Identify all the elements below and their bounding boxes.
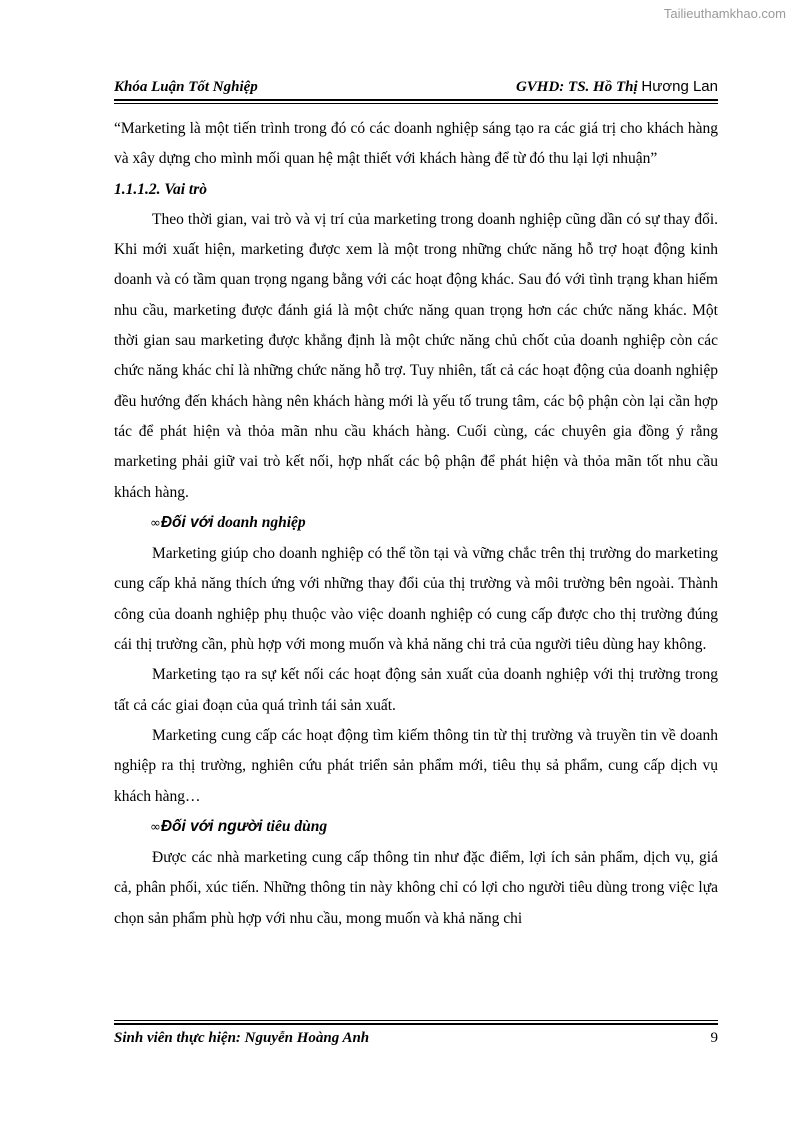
- page-number: 9: [710, 1030, 718, 1046]
- paragraph-enterprise-1: Marketing giúp cho doanh nghiệp có thể tồn tại và vững chắc trên thị trường do marketing cung cấp khả năng thích ứng với những thay đổi của thị trường và môi trường bên ngoài. Thành công của doanh nghiệp phụ thuộc vào việc doanh nghiệp có cung cấp được cho thị trường đúng cái thị trường cần, phù hợp với mong muốn và khả năng chi trả của người tiêu dùng hay không.: [114, 545, 718, 654]
- bullet2-part-b: với người: [190, 817, 263, 835]
- bullet1-part-b: với: [190, 513, 214, 531]
- bullet1-part-c: doanh nghiệp: [213, 513, 306, 531]
- bullet-symbol-icon: ∞: [150, 819, 161, 835]
- footer-rule: [114, 1023, 718, 1025]
- bullet1-part-a: Đối: [160, 513, 191, 531]
- watermark: Tailieuthamkhao.com: [663, 6, 786, 21]
- header-rule-thin: [114, 103, 718, 104]
- bullet-symbol-icon: ∞: [150, 515, 161, 531]
- paragraph-enterprise-3: Marketing cung cấp các hoạt động tìm kiếm thông tin từ thị trường và truyền tin về doanh nghiệp ra thị trường, nghiên cứu phát triển sản phẩm mới, tiêu thụ sả phẩm, cung cấp dịch vụ khách hàng…: [114, 726, 718, 805]
- header-rule: [114, 99, 718, 101]
- bullet2-part-c: tiêu dùng: [262, 817, 328, 835]
- bullet2-part-a: Đối: [160, 817, 191, 835]
- footer-student: Sinh viên thực hiện: Nguyễn Hoàng Anh: [114, 1030, 370, 1046]
- body-text: [114, 114, 718, 934]
- bullet-heading-enterprise: [114, 508, 718, 539]
- paragraph-role: Theo thời gian, vai trò và vị trí của marketing trong doanh nghiệp cũng dần có sự thay đổi. Khi mới xuất hiện, marketing được xem là một trong những chức năng hỗ trợ hoạt động kinh doanh và có tầm quan trọng ngang bằng với các hoạt động khác. Sau đó với tình trạng khan hiếm nhu cầu, marketing được đánh giá là một chức năng quan trọng hơn các chức năng khác. Một thời gian sau marketing được khẳng định là một chức năng chủ chốt của doanh nghiệp còn các chức năng khác chỉ là những chức năng hỗ trợ. Tuy nhiên, tất cả các hoạt động của doanh nghiệp đều hướng đến khách hàng nên khách hàng mới là yếu tố trung tâm, các bộ phận còn lại cần hợp tác để phát hiện và thỏa mãn nhu cầu khách hàng. Cuối cùng, các chuyên gia đồng ý rằng marketing phải giữ vai trò kết nối, hợp nhất các bộ phận để phát hiện và thỏa mãn tốt nhu cầu khách hàng.: [114, 210, 718, 501]
- paragraph-consumer: Được các nhà marketing cung cấp thông tin như đặc điểm, lợi ích sản phẩm, dịch vụ, giá cả, phân phối, xúc tiến. Những thông tin này không chỉ có lợi cho người tiêu dùng trong việc lựa chọn sản phẩm phù hợp với nhu cầu, mong muốn và khả năng chi: [114, 849, 718, 927]
- page-footer: [114, 1030, 718, 1047]
- section-heading: 1.1.1.2. Vai trò: [114, 180, 208, 198]
- header-advisor-name: Hương Lan: [641, 78, 718, 95]
- paragraph-enterprise-2: Marketing tạo ra sự kết nối các hoạt động sản xuất của doanh nghiệp với thị trường trong tất cả các giai đoạn của quá trình tái sản xuất.: [114, 666, 718, 714]
- header-thesis-title: Khóa Luận Tốt Nghiệp: [114, 79, 258, 95]
- bullet-heading-consumer: [114, 812, 718, 843]
- footer-rule-thin: [114, 1020, 718, 1021]
- definition-quote: “Marketing là một tiến trình trong đó có các doanh nghiệp sáng tạo ra các giá trị cho khách hàng và xây dựng cho mình mối quan hệ mật thiết với khách hàng để từ đó thu lại lợi nhuận”: [114, 120, 718, 168]
- header-advisor: [516, 78, 718, 96]
- page-header: [114, 78, 718, 96]
- header-advisor-bold: GVHD: TS. Hồ Thị: [515, 79, 638, 95]
